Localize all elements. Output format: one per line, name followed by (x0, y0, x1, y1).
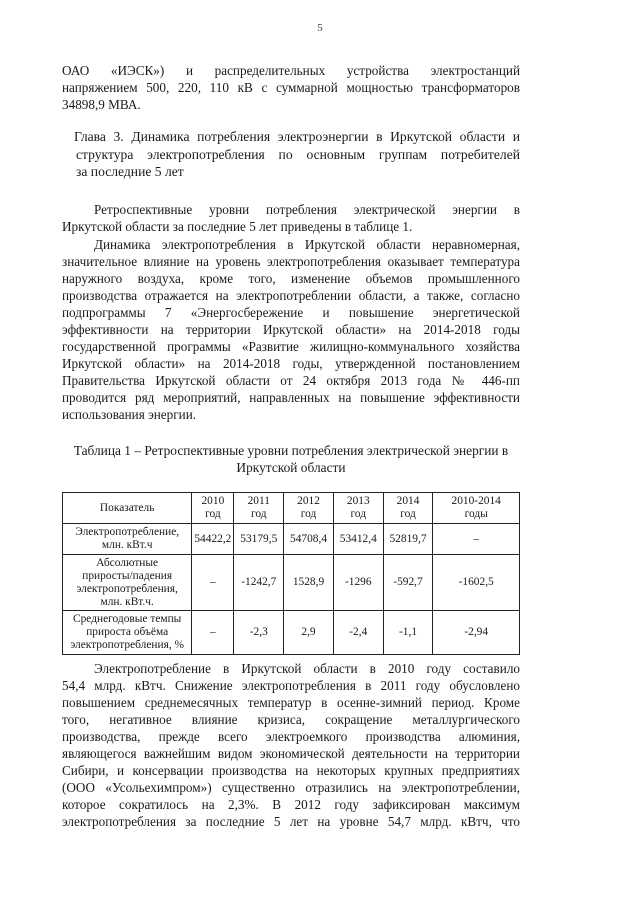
chapter-heading (62, 128, 520, 181)
paragraph-line: производства отражается на электропотреблении области, а также, согласно (62, 288, 520, 303)
row-label: Абсолютные приросты/падения электропотребления, млн. кВт.ч. (63, 555, 192, 611)
table-cell: 53179,5 (234, 524, 284, 555)
table-cell: -592,7 (383, 555, 433, 611)
header-2012: 2012 год (284, 493, 334, 524)
row-label: Электропотребление, млн. кВт.ч (63, 524, 192, 555)
table-row (63, 555, 520, 611)
header-2010-2014: 2010-2014 годы (433, 493, 520, 524)
paragraph-line: 54,4 млрд. кВтч. Снижение электропотребления в 2011 году обусловлено (62, 678, 520, 693)
paragraph-line: (ООО «Усольехимпром») существенно отразились на электропотреблении, (62, 780, 520, 795)
table-cell: 53412,4 (333, 524, 383, 555)
paragraph-line: использования энергии. (62, 407, 197, 422)
paragraph-line: того, негативное влияние кризиса, сокращение металлургического (62, 712, 520, 727)
paragraph-line: значительное влияние на уровень электропотребления оказывает температура (62, 254, 520, 269)
chapter-heading-line: Глава 3. Динамика потребления электроэнергии в Иркутской области и (74, 129, 520, 144)
paragraph-line: наружного воздуха, кроме того, изменение объемов промышленного (62, 271, 520, 286)
table-cell: 52819,7 (383, 524, 433, 555)
table-header-row (63, 493, 520, 524)
table-row (63, 524, 520, 555)
table-cell: 1528,9 (284, 555, 334, 611)
table-caption (62, 442, 520, 476)
table-cell: -1,1 (383, 611, 433, 655)
intro-line: напряжением 500, 220, 110 кВ с суммарной мощностью трансформаторов (62, 80, 520, 95)
header-2011: 2011 год (234, 493, 284, 524)
paragraph-line: Динамика электропотребления в Иркутской области неравномерная, (94, 237, 520, 252)
paragraph-line: электропотребления за последние 5 лет на уровне 54,7 млрд. кВтч, что (62, 814, 520, 829)
chapter-heading-line: за последние 5 лет (76, 164, 184, 179)
paragraph-line: Правительства Иркутской области от 24 октября 2013 года № 446-пп (62, 373, 520, 388)
paragraph-retrospective (62, 201, 520, 235)
table-cell: – (192, 611, 234, 655)
chapter-heading-line: структура электропотребления по основным группам потребителей (76, 146, 520, 162)
header-2013: 2013 год (333, 493, 383, 524)
row-label: Среднегодовые темпы прироста объёма электропотребления, % (63, 611, 192, 655)
table-caption-line: Иркутской области (236, 460, 346, 475)
paragraph-line: государственной программы «Развитие жилищно-коммунального хозяйства (62, 339, 520, 354)
intro-paragraph (62, 62, 520, 113)
paragraph-2010-analysis (62, 660, 520, 830)
table-row (63, 611, 520, 655)
table-cell: -1242,7 (234, 555, 284, 611)
intro-line: 34898,9 МВА. (62, 97, 141, 112)
paragraph-line: проводится ряд мероприятий, направленных на повышение эффективности (62, 390, 520, 405)
table-cell: 54708,4 (284, 524, 334, 555)
paragraph-line: Электропотребление в Иркутской области в 2010 году составило (94, 661, 520, 676)
intro-line: ОАО «ИЭСК») и распределительных устройства электростанций (62, 63, 520, 78)
paragraph-line: производства, прежде всего электроемкого производства алюминия, (62, 729, 520, 744)
table-cell: 54422,2 (192, 524, 234, 555)
table-cell: 2,9 (284, 611, 334, 655)
header-2014: 2014 год (383, 493, 433, 524)
page-number: 5 (317, 22, 323, 34)
paragraph-line: Сибири, и консервации производства на некоторых крупных предприятиях (62, 763, 520, 778)
paragraph-dynamics (62, 236, 520, 423)
table-cell: -2,3 (234, 611, 284, 655)
table-cell: -1602,5 (433, 555, 520, 611)
paragraph-line: Ретроспективные уровни потребления электрической энергии в (94, 202, 520, 217)
paragraph-line: подпрограммы 7 «Энергосбережение и повышение энергетической (62, 305, 520, 320)
paragraph-line: Иркутской области за последние 5 лет приведены в таблице 1. (62, 219, 413, 234)
paragraph-line: которое сократилось на 2,3%. В 2012 году зафиксирован максимум (62, 797, 520, 812)
header-indicator: Показатель (63, 493, 192, 524)
table-caption-line: Таблица 1 – Ретроспективные уровни потребления электрической энергии в (73, 443, 509, 458)
paragraph-line: являющегося важнейшим видом экономической деятельности на территории (62, 746, 520, 761)
table-cell: -1296 (333, 555, 383, 611)
paragraph-line: повышением среднемесячных температур в осенне-зимний период. Кроме (62, 695, 520, 710)
table-cell: -2,94 (433, 611, 520, 655)
paragraph-line: Иркутской области» на 2014-2018 годы, утвержденной постановлением (62, 356, 520, 371)
consumption-table (62, 492, 520, 655)
table-cell: -2,4 (333, 611, 383, 655)
table-cell: – (192, 555, 234, 611)
table-cell: – (433, 524, 520, 555)
paragraph-line: эффективности на территории Иркутской области» на 2014-2018 годы (62, 322, 520, 337)
header-2010: 2010 год (192, 493, 234, 524)
